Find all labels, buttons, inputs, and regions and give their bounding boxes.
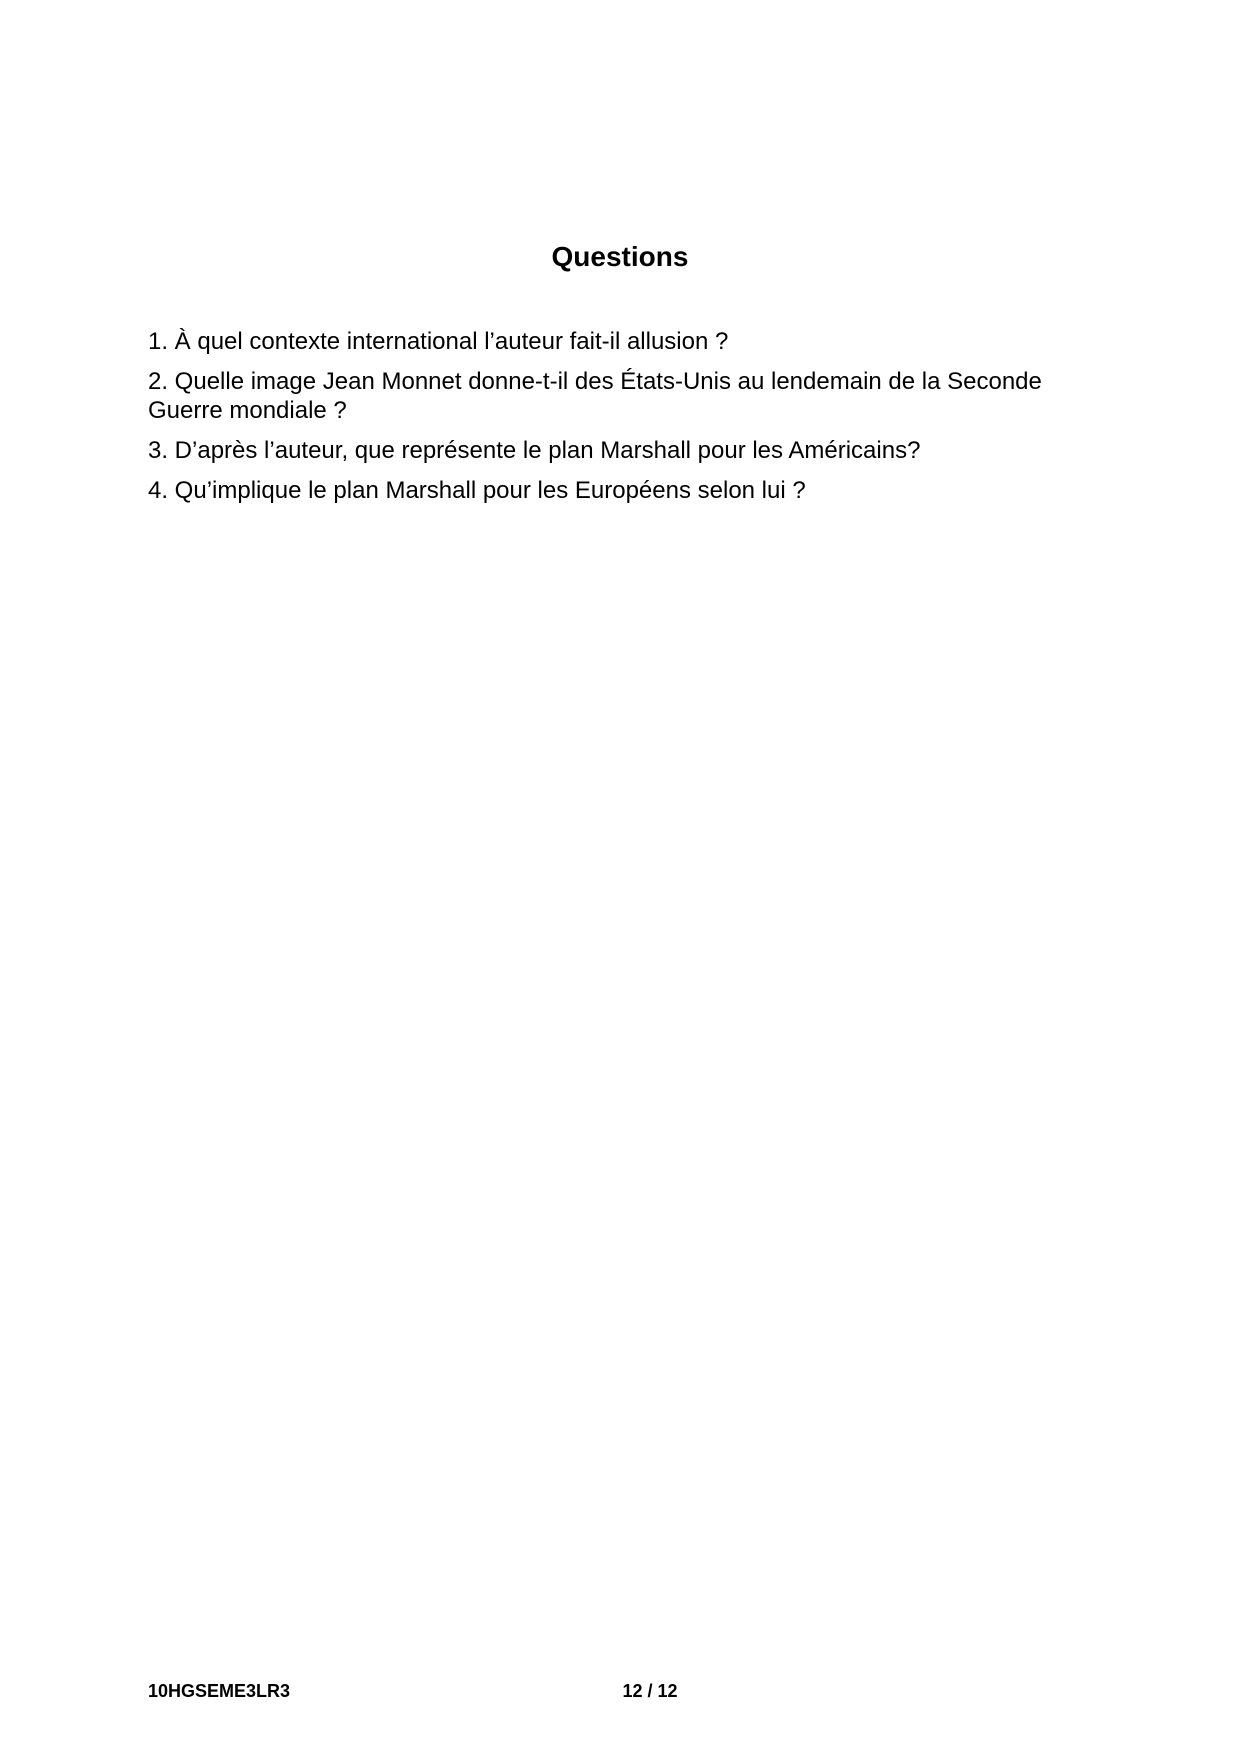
question-item: 1. À quel contexte international l’auteur fait-il allusion ? [148, 328, 729, 355]
section-title: Questions [551, 241, 689, 272]
exam-code: 10HGSEME3LR3 [148, 1681, 291, 1701]
page-footer [0, 1680, 1240, 1704]
question-item: 2. Quelle image Jean Monnet donne-t-il des États-Unis au lendemain de la Seconde Guerre mondiale ? [148, 368, 1042, 424]
question-list [148, 327, 1108, 516]
question-item: 3. D’après l’auteur, que représente le plan Marshall pour les Américains? [148, 437, 921, 464]
question-item: 4. Qu’implique le plan Marshall pour les Européens selon lui ? [148, 477, 806, 504]
page-number: 12 / 12 [622, 1681, 678, 1701]
